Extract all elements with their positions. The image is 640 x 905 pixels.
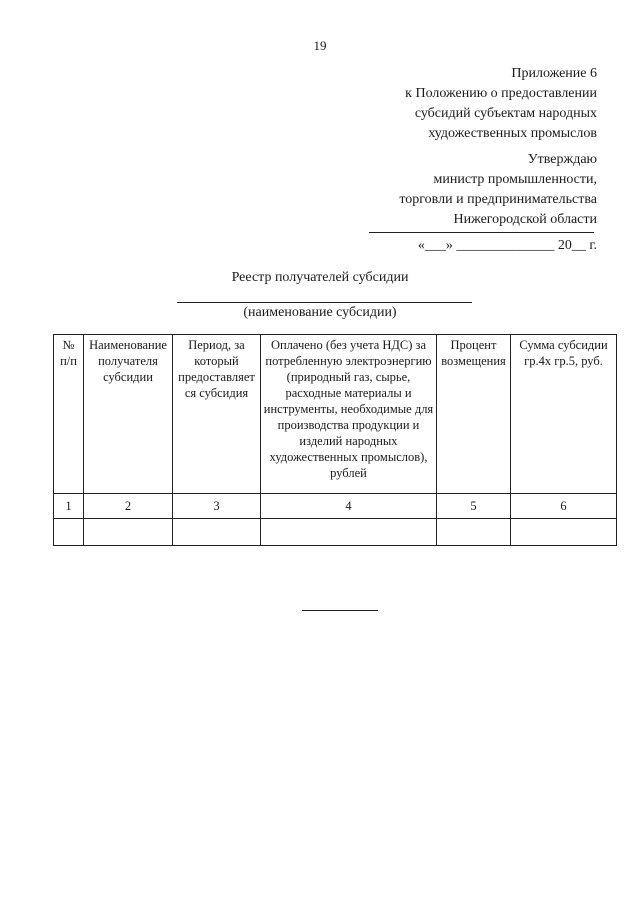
table-row: [54, 494, 617, 519]
column-number-cell: 5: [437, 494, 511, 519]
column-number-cell: 6: [511, 494, 617, 519]
column-number-cell: 3: [173, 494, 261, 519]
appendix-header: [405, 64, 597, 144]
empty-cell: [54, 519, 84, 546]
table-row: [54, 519, 617, 546]
signature-line: [369, 232, 594, 233]
column-number-cell: 2: [84, 494, 173, 519]
footer-divider: [302, 610, 378, 611]
approval-line: торговли и предпринимательства: [399, 192, 597, 207]
approval-date: «___» ______________ 20__ г.: [417, 238, 597, 253]
registry-table: [53, 334, 617, 546]
registry-title: Реестр получателей субсидии: [231, 270, 409, 285]
empty-cell: [173, 519, 261, 546]
appendix-line: художественных промыслов: [428, 126, 597, 141]
header-cell-number: № п/п: [54, 335, 84, 494]
appendix-line: субсидий субъектам народных: [414, 106, 597, 121]
empty-cell: [437, 519, 511, 546]
subsidy-name-line: [177, 302, 472, 303]
header-cell-period: Период, за который предоставляет ся субсидия: [173, 335, 261, 494]
empty-cell: [511, 519, 617, 546]
page-number: 19: [313, 38, 327, 53]
empty-cell: [261, 519, 437, 546]
empty-cell: [84, 519, 173, 546]
header-cell-recipient: Наименование получателя субсидии: [84, 335, 173, 494]
header-cell-percent: Процент возмещения: [437, 335, 511, 494]
approval-line: министр промышленности,: [433, 172, 597, 187]
appendix-line: к Положению о предоставлении: [405, 86, 597, 101]
approval-block: [399, 150, 597, 230]
column-number-cell: 4: [261, 494, 437, 519]
column-number-cell: 1: [54, 494, 84, 519]
header-cell-sum: Сумма субсидии гр.4х гр.5, руб.: [511, 335, 617, 494]
approval-line: Нижегородской области: [453, 212, 597, 227]
header-cell-paid: Оплачено (без учета НДС) за потребленную электроэнергию (природный газ, сырье, расходные материалы и инструменты, необходимые для производства продукции и изделий народных художественных промыслов), рублей: [261, 335, 437, 494]
appendix-line: Приложение 6: [511, 66, 597, 81]
table-header-row: [54, 335, 617, 494]
subsidy-caption: (наименование субсидии): [243, 305, 397, 320]
approval-line: Утверждаю: [527, 152, 597, 167]
